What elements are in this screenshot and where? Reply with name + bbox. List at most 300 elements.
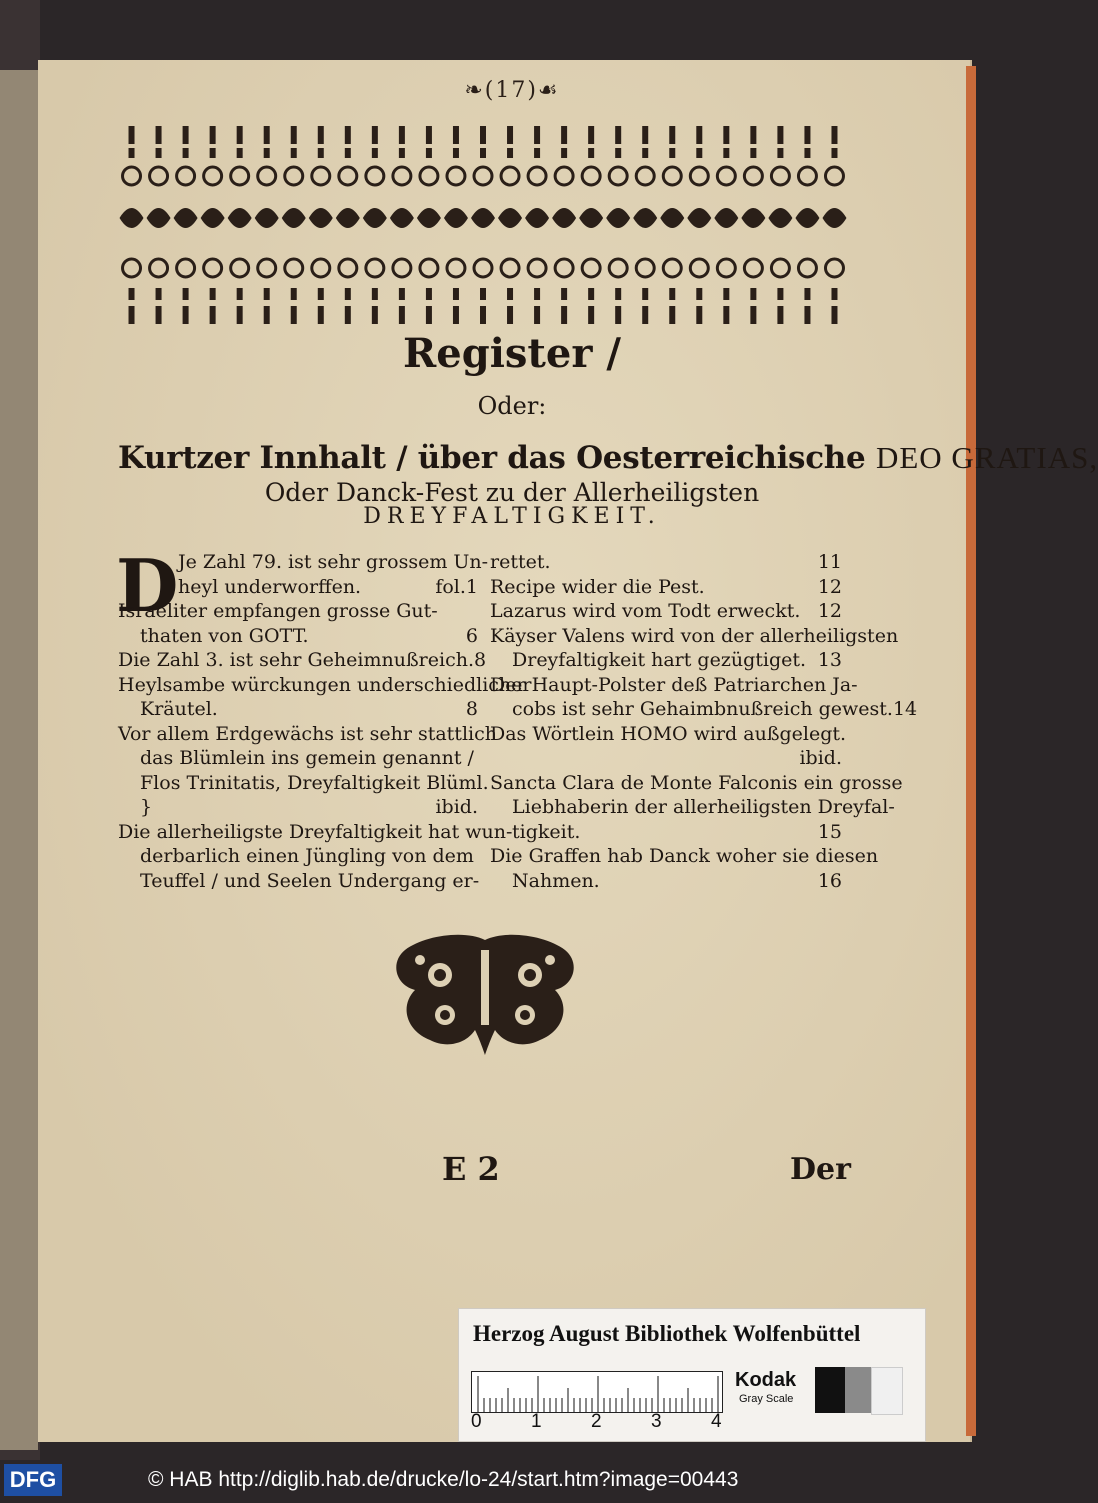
ornament-mark	[723, 126, 729, 144]
drop-capital: D	[116, 543, 179, 628]
heading-line-3: DREYFALTIGKEIT.	[363, 504, 661, 529]
ornament-mark	[555, 259, 573, 277]
ornament-mark	[480, 148, 486, 158]
ornament-mark	[183, 306, 189, 324]
ornament-mark	[669, 288, 675, 300]
ornament-mark	[426, 306, 432, 324]
ornament-mark	[831, 148, 837, 158]
register-entry	[490, 599, 842, 624]
ornament-mark	[237, 148, 243, 158]
ornament-mark	[318, 306, 324, 324]
ornament-mark	[366, 259, 384, 277]
ornament-mark	[372, 126, 378, 144]
ornament-mark	[255, 208, 279, 228]
entry-text: }	[140, 796, 153, 818]
ornament-mark	[636, 259, 654, 277]
ornament-mark	[426, 288, 432, 300]
ornament-mark	[282, 208, 306, 228]
ornament-mark	[120, 208, 144, 228]
register-entry	[490, 550, 842, 575]
entry-text: Nahmen.	[512, 869, 600, 892]
ornament-mark	[750, 148, 756, 158]
ornament-mark	[588, 126, 594, 144]
ornament-mark	[393, 259, 411, 277]
ornament-mark	[177, 167, 195, 185]
ornament-mark	[291, 126, 297, 144]
ornament-mark	[420, 167, 438, 185]
gray-swatch-light	[871, 1367, 903, 1415]
library-label-card	[458, 1308, 926, 1442]
ornament-mark	[372, 148, 378, 158]
ornament-mark	[474, 167, 492, 185]
ornament-mark	[123, 167, 141, 185]
heading-line-2: Oder Danck-Fest zu der Allerheiligsten	[264, 478, 760, 507]
ornament-mark	[129, 288, 135, 300]
heading-line-1-caps: DEO GRATIAS,	[875, 440, 1098, 475]
register-entry	[118, 599, 478, 648]
ornament-mark	[798, 167, 816, 185]
entry-page-number: 12	[817, 575, 842, 598]
ornament-mark	[669, 126, 675, 144]
entry-line	[490, 575, 842, 600]
entry-line	[118, 722, 497, 747]
ornament-mark	[258, 259, 276, 277]
ornament-mark	[480, 306, 486, 324]
gray-swatch-black	[815, 1367, 845, 1413]
ornament-mark	[717, 259, 735, 277]
entry-text: Die Zahl 3. ist sehr Geheimnußreich.	[118, 649, 474, 671]
ornament-mark	[831, 126, 837, 144]
ornament-mark	[690, 167, 708, 185]
ornament-mark	[606, 208, 630, 228]
ruler-number: 0	[471, 1411, 482, 1432]
ornament-mark	[582, 167, 600, 185]
ornament-mark	[750, 126, 756, 144]
ornament-mark	[285, 167, 303, 185]
ornament-mark	[750, 288, 756, 300]
heading-line-1-text: Kurtzer Innhalt / über das Oesterreichische	[118, 440, 866, 476]
entry-text: Israeliter empfangen grosse Gut-	[118, 600, 438, 622]
ornament-mark	[534, 306, 540, 324]
entry-page-number: 14	[892, 698, 918, 720]
ornament-mark	[399, 288, 405, 300]
ornament-mark	[204, 259, 222, 277]
entry-page-number: ibid.	[435, 796, 478, 818]
entry-line	[118, 844, 478, 869]
ornament-mark	[258, 167, 276, 185]
entry-text: tigkeit.	[512, 820, 581, 843]
ornament-mark	[507, 306, 513, 324]
ornament-mark	[825, 259, 843, 277]
entry-text: Die allerheiligste Dreyfaltigkeit hat wun-	[118, 820, 513, 843]
ornament-mark	[237, 126, 243, 144]
entry-text: Lazarus wird vom Todt erweckt.	[490, 600, 801, 622]
ornament-mark	[741, 208, 765, 228]
ornament-mark	[633, 208, 657, 228]
ornament-mark	[471, 208, 495, 228]
ornament-mark	[444, 208, 468, 228]
ornament-mark	[210, 148, 216, 158]
entry-line	[118, 869, 478, 894]
ornament-mark	[642, 126, 648, 144]
ornament-mark	[183, 288, 189, 300]
ornament-mark	[588, 306, 594, 324]
ornament-mark	[204, 167, 222, 185]
ornament-mark	[399, 126, 405, 144]
ornament-mark	[507, 148, 513, 158]
ornament-mark	[501, 167, 519, 185]
ornament-mark	[636, 167, 654, 185]
ornament-mark	[723, 148, 729, 158]
entry-text: Das Wörtlein HOMO wird außgelegt.	[490, 722, 847, 745]
ornament-mark	[156, 148, 162, 158]
entry-text: thaten von GOTT.	[140, 624, 309, 647]
entry-page-number: 13	[817, 649, 842, 671]
ornament-mark	[183, 148, 189, 158]
ornament-mark	[237, 288, 243, 300]
entry-text: Käyser Valens wird von der allerheiligsten	[490, 624, 899, 647]
entry-text: Die Graffen hab Danck woher sie diesen	[490, 845, 879, 867]
ornament-mark	[447, 167, 465, 185]
ornament-mark	[501, 259, 519, 277]
entry-line	[118, 697, 478, 722]
ornament-mark	[318, 148, 324, 158]
ornament-mark	[717, 167, 735, 185]
ornament-mark	[264, 288, 270, 300]
entry-text: cobs ist sehr Gehaimbnußreich gewest.	[512, 698, 893, 720]
ornament-mark	[285, 259, 303, 277]
ornament-mark	[390, 208, 414, 228]
ornament-mark	[696, 148, 702, 158]
ornament-mark	[291, 306, 297, 324]
ornament-mark	[723, 288, 729, 300]
entry-line	[490, 550, 842, 575]
ornament-mark	[312, 259, 330, 277]
ornament-mark	[609, 259, 627, 277]
ornament-mark	[309, 208, 333, 228]
register-entry	[490, 624, 899, 673]
ornament-mark	[453, 288, 459, 300]
ornament-mark	[426, 126, 432, 144]
ornament-mark	[552, 208, 576, 228]
ornament-mark	[498, 208, 522, 228]
ornament-mark	[210, 306, 216, 324]
ornament-mark	[525, 208, 549, 228]
page-edge-orange	[966, 66, 976, 1436]
register-entry	[490, 575, 842, 600]
signature-mark: E 2	[442, 1150, 500, 1188]
ornament-mark	[696, 126, 702, 144]
ornament-mark	[447, 259, 465, 277]
ornament-mark	[663, 167, 681, 185]
ornament-mark	[795, 208, 819, 228]
ornament-mark	[777, 126, 783, 144]
ornament-mark	[147, 208, 171, 228]
gray-scale-label: Gray Scale	[739, 1393, 794, 1405]
ornament-mark	[777, 148, 783, 158]
previous-page-edge	[0, 70, 38, 1450]
ornament-mark	[744, 167, 762, 185]
ornament-mark	[264, 126, 270, 144]
ornament-mark	[642, 288, 648, 300]
ornament-mark	[750, 306, 756, 324]
ornament-mark	[453, 148, 459, 158]
entry-line	[118, 795, 478, 820]
ornament-mark	[183, 126, 189, 144]
fleuron-ornament	[385, 930, 585, 1060]
ornament-mark	[588, 148, 594, 158]
ornament-mark	[177, 259, 195, 277]
ornament-mark	[561, 306, 567, 324]
entry-text: heyl underworffen.	[178, 575, 362, 598]
ornament-mark	[528, 167, 546, 185]
ornament-mark	[660, 208, 684, 228]
entry-page-number: 11	[817, 551, 842, 573]
entry-line	[118, 746, 478, 771]
entry-text: Flos Trinitatis, Dreyfaltigkeit Blüml.	[140, 771, 489, 794]
ornament-mark	[453, 126, 459, 144]
entry-line	[118, 820, 513, 845]
entry-text: Teuffel / und Seelen Undergang er-	[140, 869, 480, 892]
ornament-mark	[372, 306, 378, 324]
register-entry	[490, 722, 847, 771]
ornament-mark	[264, 306, 270, 324]
ornament-mark	[642, 306, 648, 324]
ornament-band	[118, 118, 848, 328]
ornament-mark	[669, 306, 675, 324]
ornament-mark	[228, 208, 252, 228]
entry-text: Der Haupt-Polster deß Patriarchen Ja-	[490, 673, 858, 696]
entry-text: Dreyfaltigkeit hart gezügtiget.	[512, 649, 807, 671]
ornament-mark	[474, 259, 492, 277]
register-entry	[118, 722, 497, 820]
ruler-number: 3	[651, 1411, 662, 1432]
ornament-mark	[528, 259, 546, 277]
ornament-mark	[174, 208, 198, 228]
heading-line-1	[118, 440, 1098, 476]
ornament-mark	[534, 126, 540, 144]
register-entry	[490, 771, 903, 845]
ornament-mark	[339, 259, 357, 277]
ornament-mark	[696, 306, 702, 324]
ornament-mark	[156, 306, 162, 324]
ornament-mark	[534, 148, 540, 158]
entry-line	[490, 697, 918, 722]
ornament-mark	[831, 306, 837, 324]
entry-line	[490, 795, 895, 820]
entry-page-number: 16	[817, 869, 842, 892]
ornament-mark	[582, 259, 600, 277]
ornament-mark	[150, 259, 168, 277]
entry-line	[490, 673, 858, 698]
ruler-number: 4	[711, 1411, 722, 1432]
entry-page-number: ibid.	[799, 747, 842, 769]
ornament-mark	[345, 288, 351, 300]
entry-line	[118, 599, 478, 624]
entry-line	[118, 550, 489, 575]
copyright-link[interactable]: © HAB http://diglib.hab.de/drucke/lo-24/start.htm?image=00443	[148, 1468, 739, 1491]
ornament-mark	[534, 288, 540, 300]
ornament-mark	[777, 306, 783, 324]
ornament-mark	[129, 126, 135, 144]
ornament-mark	[804, 148, 810, 158]
entry-page-number: 8	[465, 698, 478, 720]
entry-line	[490, 771, 903, 796]
catchword: Der	[790, 1152, 851, 1187]
ornament-mark	[744, 259, 762, 277]
ornament-mark	[804, 306, 810, 324]
ornament-mark	[642, 148, 648, 158]
ornament-mark	[372, 288, 378, 300]
ornament-mark	[393, 167, 411, 185]
ornament-mark	[237, 306, 243, 324]
ornament-mark	[453, 306, 459, 324]
ornament-mark	[507, 126, 513, 144]
ornament-mark	[831, 288, 837, 300]
entry-page-number: 12	[817, 600, 842, 622]
ornament-mark	[291, 148, 297, 158]
entry-line	[490, 648, 842, 673]
entry-text: das Blümlein ins gemein genannt /	[140, 747, 474, 769]
ornament-mark	[771, 259, 789, 277]
entry-page-number: 6	[465, 624, 478, 647]
ornament-mark	[345, 306, 351, 324]
ornament-mark	[723, 306, 729, 324]
entry-text: Recipe wider die Pest.	[490, 575, 705, 598]
ornament-mark	[318, 126, 324, 144]
entry-line	[118, 673, 532, 698]
ornament-mark	[609, 167, 627, 185]
entry-text: Kräutel.	[140, 698, 218, 720]
ornament-mark	[420, 259, 438, 277]
entry-page-number: 8	[473, 649, 487, 671]
entry-text: derbarlich einen Jüngling von dem	[140, 845, 474, 867]
ornament-mark	[417, 208, 441, 228]
ornament-mark	[480, 288, 486, 300]
entry-page-number: 15	[817, 820, 842, 843]
library-name: Herzog August Bibliothek Wolfenbüttel	[473, 1321, 861, 1346]
ornament-mark	[150, 167, 168, 185]
ornament-mark	[399, 148, 405, 158]
entry-text: Liebhaberin der allerheiligsten Dreyfal-	[512, 796, 895, 818]
register-entry	[118, 648, 487, 673]
ornament-mark	[345, 126, 351, 144]
ornament-mark	[210, 288, 216, 300]
ornament-mark	[426, 148, 432, 158]
ornament-mark	[561, 148, 567, 158]
entry-line	[490, 746, 842, 771]
ornament-mark	[123, 259, 141, 277]
page-subtitle: Oder:	[477, 392, 547, 420]
ornament-mark	[231, 167, 249, 185]
ornament-mark	[312, 167, 330, 185]
gray-swatch-mid	[845, 1367, 871, 1413]
ornament-mark	[561, 126, 567, 144]
entry-text: Vor allem Erdgewächs ist sehr stattlich	[118, 722, 497, 745]
ornament-mark	[579, 208, 603, 228]
ornament-mark	[690, 259, 708, 277]
entry-text: Je Zahl 79. ist sehr grossem Un-	[178, 551, 489, 573]
ornament-mark	[825, 167, 843, 185]
ornament-mark	[231, 259, 249, 277]
kodak-logo: Kodak	[735, 1369, 797, 1391]
entry-line	[490, 599, 842, 624]
ornament-mark	[669, 148, 675, 158]
ornament-mark	[339, 167, 357, 185]
ornament-mark	[201, 208, 225, 228]
register-right-column	[490, 550, 918, 893]
ornament-mark	[768, 208, 792, 228]
ornament-mark	[363, 208, 387, 228]
page-folio: ❧(17)☙	[464, 78, 560, 103]
ornament-mark	[555, 167, 573, 185]
entry-text: rettet.	[490, 551, 551, 573]
ornament-mark	[696, 288, 702, 300]
ornament-mark	[366, 167, 384, 185]
ornament-mark	[480, 126, 486, 144]
entry-page-number: fol.1	[435, 575, 478, 598]
entry-line	[118, 624, 478, 649]
register-entry	[490, 844, 879, 893]
ornament-mark	[615, 126, 621, 144]
register-entry	[490, 673, 918, 722]
ruler-number: 2	[591, 1411, 602, 1432]
ornament-mark	[771, 167, 789, 185]
entry-line	[490, 722, 847, 747]
ornament-mark	[777, 288, 783, 300]
ornament-mark	[804, 126, 810, 144]
entry-line	[118, 575, 478, 600]
register-entry	[118, 673, 532, 722]
entry-line	[490, 624, 899, 649]
dfg-logo: DFG	[4, 1464, 62, 1496]
ornament-mark	[318, 288, 324, 300]
ornament-mark	[615, 288, 621, 300]
entry-line	[118, 648, 487, 673]
entry-line	[490, 820, 842, 845]
page-title: Register /	[403, 330, 621, 377]
ornament-mark	[588, 288, 594, 300]
entry-line	[490, 869, 842, 894]
ornament-mark	[156, 288, 162, 300]
entry-line	[118, 771, 489, 796]
ornament-mark	[210, 126, 216, 144]
ornament-mark	[345, 148, 351, 158]
ruler-number: 1	[531, 1411, 542, 1432]
entry-text: Heylsambe würckungen underschiedlicher	[118, 673, 532, 696]
ornament-mark	[129, 148, 135, 158]
ornament-mark	[561, 288, 567, 300]
ornament-mark	[822, 208, 846, 228]
ornament-mark	[804, 288, 810, 300]
ornament-mark	[615, 148, 621, 158]
ornament-mark	[129, 306, 135, 324]
ornament-mark	[336, 208, 360, 228]
ornament-mark	[687, 208, 711, 228]
register-entry	[118, 820, 513, 894]
ornament-mark	[663, 259, 681, 277]
ornament-mark	[507, 288, 513, 300]
scale-ruler	[471, 1371, 723, 1413]
ornament-mark	[399, 306, 405, 324]
ornament-mark	[798, 259, 816, 277]
ornament-mark	[291, 288, 297, 300]
entry-line	[490, 844, 879, 869]
entry-text: Sancta Clara de Monte Falconis ein grosse	[490, 771, 903, 794]
ornament-mark	[714, 208, 738, 228]
ornament-mark	[264, 148, 270, 158]
ornament-mark	[156, 126, 162, 144]
